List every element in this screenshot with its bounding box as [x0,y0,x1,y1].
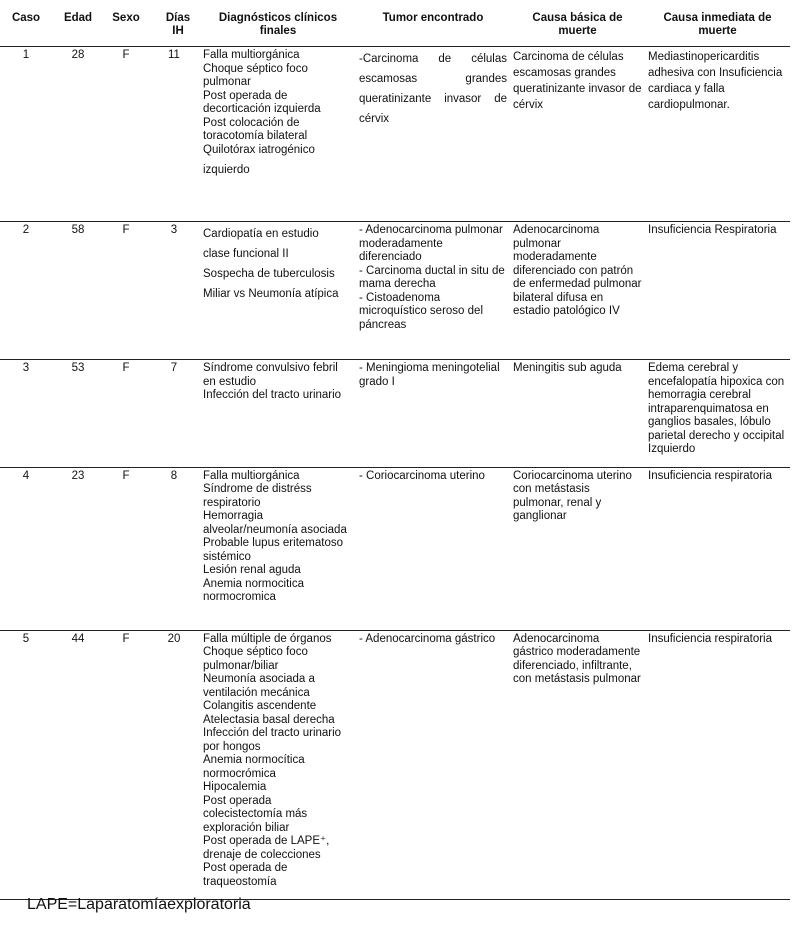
cell-caso: 2 [22,224,30,236]
header-edad: Edad [63,12,93,24]
header-diagnosticos: Diagnósticos clínicos finales [218,12,338,37]
diagnostic-item: clase funcional II [203,248,289,260]
diagnostic-item: Post operada de traqueostomía [203,862,288,888]
cell-tumor [356,222,510,360]
cell-causa-inmediata: Insuficiencia respiratoria [648,469,773,482]
cell-dias: 3 [170,224,178,236]
cell-causa-inmediata: Edema cerebral y encefalopatía hipoxica con hemorragia cerebral intraparenquimatosa en ganglios basales, lóbulo parietal derecho y occipital Izquierdo [648,362,785,455]
diagnostic-item: Neumonía asociada a ventilación mecánica [203,673,315,699]
cell-causa-basica: Adenocarcinoma gástrico moderadamente diferenciado, infiltrante, con metástasis pulmonar [513,632,641,685]
cell-caso: 1 [22,49,30,61]
cell-causa-inmediata: Mediastinopericarditis adhesiva con Insuficiencia cardiaca y falla cardiopulmonar. [648,51,783,111]
diagnostic-item: Miliar vs Neumonía atípica [203,288,339,300]
diagnostic-item: Atelectasia basal derecha [203,713,335,726]
diagnostic-item: Post operada de LAPE⁺, drenaje de colecciones [203,835,330,861]
cell-dias: 11 [168,49,180,61]
clinical-cases-table-container [0,10,790,900]
diagnostic-item: Infección del tracto urinario por hongos [203,727,342,753]
table-row [0,467,790,630]
tumor-item: -Carcinoma de células escamosas grandes queratinizante invasor de cérvix [359,53,507,125]
clinical-cases-table [0,10,790,900]
cell-caso: 5 [22,632,30,645]
cell-dias: 7 [170,362,178,374]
diagnostic-item: Quilotórax iatrogénico [203,143,315,156]
cell-causa-basica: Carcinoma de células escamosas grandes queratinizante invasor de cérvix [513,51,642,111]
cell-dias: 20 [167,632,181,645]
diagnostic-item: Lesión renal aguda [203,564,301,576]
diagnostic-item: Falla multiorgánica [203,49,300,61]
cell-edad: 44 [71,632,85,645]
diagnostic-item: Falla multiorgánica [203,469,300,482]
diagnostic-item: Choque séptico foco pulmonar/biliar [203,646,308,672]
cell-causa-basica: Meningitis sub aguda [513,362,622,374]
tumor-item: - Cistoadenoma microquístico seroso del páncreas [359,291,483,331]
cell-causa-inmediata: Insuficiencia Respiratoria [648,224,777,236]
header-caso: Caso [11,12,41,24]
tumor-item: - Carcinoma ductal in situ de mama derecha [359,264,505,290]
cell-sexo: F [122,49,130,61]
diagnostic-item: Falla múltiple de órganos [203,632,332,645]
cell-edad: 53 [71,362,85,374]
cell-causa-basica: Coriocarcinoma uterino con metástasis pulmonar, renal y ganglionar [513,469,632,522]
diagnostic-item: Síndrome convulsivo febril en estudio [203,362,338,388]
cell-sexo: F [122,362,130,374]
cell-tumor [356,360,510,468]
cell-tumor [356,630,510,900]
cell-causa-inmediata: Insuficiencia respiratoria [648,632,773,645]
cell-edad: 58 [71,224,85,236]
table-row [0,222,790,360]
diagnostic-item: Colangitis ascendente [203,700,317,712]
cell-tumor [356,467,510,630]
tumor-item: - Adenocarcinoma gástrico [359,632,496,645]
cell-diagnosticos [200,630,356,900]
diagnostic-item: Cardiopatía en estudio [203,228,319,240]
cell-diagnosticos [200,47,356,222]
table-header-row [0,10,790,47]
header-tumor: Tumor encontrado [382,12,484,24]
cell-tumor [356,47,510,222]
tumor-item: - Coriocarcinoma uterino [359,469,485,482]
cell-edad: 28 [71,49,85,61]
diagnostic-item: Hemorragia alveolar/neumonía asociada [203,510,347,536]
cell-diagnosticos [200,467,356,630]
header-causa-basica: Causa básica de muerte [532,12,623,37]
cell-caso: 3 [22,362,30,374]
table-row [0,630,790,900]
tumor-item: - Adenocarcinoma pulmonar moderadamente diferenciado [359,224,503,263]
diagnostic-item: izquierdo [203,164,250,176]
diagnostic-item: Sospecha de tuberculosis [203,268,335,280]
cell-caso: 4 [22,469,30,482]
diagnostic-item: Hipocalemia [203,781,267,793]
table-row [0,47,790,222]
cell-sexo: F [122,632,130,645]
cell-diagnosticos [200,222,356,360]
cell-causa-basica: Adenocarcinoma pulmonar moderadamente diferenciado con patrón de enfermedad pulmonar bilateral difusa en estadio patológico IV [513,224,642,317]
table-row [0,360,790,468]
cell-diagnosticos [200,360,356,468]
diagnostic-item: Síndrome de distréss respiratorio [203,483,312,509]
diagnostic-item: Post colocación de toracotomía bilateral [203,116,308,142]
cell-sexo: F [122,224,130,236]
diagnostic-item: Post operada de decorticación izquierda [203,89,321,115]
cell-edad: 23 [71,469,85,482]
tumor-item: - Meningioma meningotelial grado I [359,362,500,388]
footnote: LAPE=Laparatomíaexploratoria [27,896,251,913]
cell-sexo: F [122,469,130,482]
cell-dias: 8 [170,469,178,482]
diagnostic-item: Probable lupus eritematoso sistémico [203,537,343,563]
diagnostic-item: Anemia normocitica normocromica [203,577,304,603]
diagnostic-item: Post operada colecistectomía más exploración biliar [203,794,308,834]
diagnostic-item: Infección del tracto urinario [203,389,342,401]
diagnostic-item: Anemia normocítica normocrómica [203,754,305,780]
header-causa-inmediata: Causa inmediata de muerte [663,12,772,37]
header-dias: Días IH [165,12,191,37]
header-sexo: Sexo [112,12,140,24]
diagnostic-item: Choque séptico foco pulmonar [203,62,308,88]
